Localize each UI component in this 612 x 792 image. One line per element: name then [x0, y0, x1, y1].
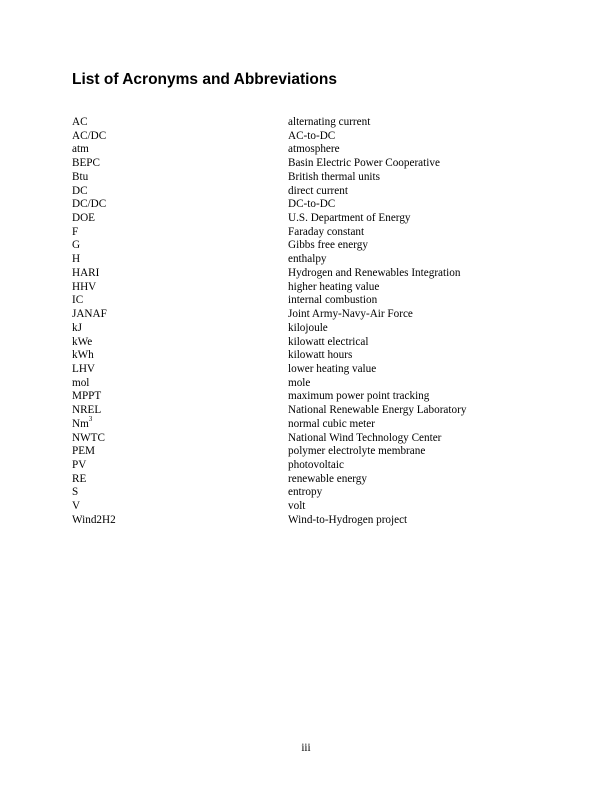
acronym-abbreviation: [72, 349, 94, 363]
acronym-abbreviation: [72, 294, 83, 308]
acronym-abbreviation: [72, 198, 106, 212]
acronym-row: [72, 267, 542, 281]
acronym-row: [72, 185, 542, 199]
acronym-text: HARI: [72, 266, 100, 279]
acronym-definition: National Wind Technology Center: [288, 431, 442, 444]
acronym-definition: kilojoule: [288, 321, 328, 334]
acronym-row: [72, 143, 542, 157]
acronym-text: Nm: [72, 417, 89, 430]
acronym-abbreviation: [72, 363, 95, 377]
acronym-text: kWe: [72, 335, 93, 348]
acronym-row: [72, 226, 542, 240]
acronym-text: AC/DC: [72, 129, 107, 142]
acronym-row: [72, 390, 542, 404]
acronym-list: [72, 116, 542, 528]
acronym-text: Btu: [72, 170, 89, 183]
acronym-definition: mole: [288, 376, 311, 389]
acronym-text: DC: [72, 184, 88, 197]
acronym-text: DOE: [72, 212, 95, 225]
acronym-row: [72, 500, 542, 514]
acronym-abbreviation: [72, 404, 101, 418]
acronym-row: [72, 198, 542, 212]
acronym-text: H: [72, 253, 81, 266]
acronym-row: [72, 281, 542, 295]
acronym-row: [72, 432, 542, 446]
acronym-definition: U.S. Department of Energy: [288, 212, 411, 225]
acronym-text: DC/DC: [72, 198, 107, 211]
acronym-row: [72, 473, 542, 487]
acronym-definition: British thermal units: [288, 170, 380, 183]
acronym-abbreviation: [72, 377, 89, 391]
acronym-abbreviation: [72, 445, 95, 459]
acronym-definition: maximum power point tracking: [288, 390, 430, 403]
acronym-abbreviation: [72, 171, 88, 185]
acronym-text: S: [72, 486, 79, 499]
acronym-definition: atmosphere: [288, 143, 340, 156]
acronym-abbreviation: [72, 322, 82, 336]
acronym-definition: National Renewable Energy Laboratory: [288, 404, 467, 417]
acronym-row: [72, 459, 542, 473]
acronym-definition: entropy: [288, 486, 323, 499]
acronym-text: atm: [72, 143, 89, 156]
acronym-text: PEM: [72, 445, 96, 458]
acronym-definition: direct current: [288, 184, 348, 197]
acronym-text: mol: [72, 376, 90, 389]
acronym-text: BEPC: [72, 157, 100, 170]
acronym-row: [72, 486, 542, 500]
acronym-abbreviation: [72, 281, 96, 295]
acronym-abbreviation: [72, 514, 116, 528]
acronym-definition: higher heating value: [288, 280, 380, 293]
page-title: List of Acronyms and Abbreviations: [72, 71, 337, 88]
acronym-row: [72, 308, 542, 322]
acronym-row: [72, 239, 542, 253]
acronym-row: [72, 253, 542, 267]
acronym-abbreviation: [72, 308, 107, 322]
acronym-row: [72, 404, 542, 418]
acronym-definition: kilowatt electrical: [288, 335, 369, 348]
acronym-text: PV: [72, 458, 87, 471]
acronym-text: MPPT: [72, 390, 102, 403]
acronym-abbreviation: [72, 226, 78, 240]
acronym-text: RE: [72, 472, 87, 485]
acronym-definition: Gibbs free energy: [288, 239, 368, 252]
acronym-row: [72, 171, 542, 185]
acronym-text: HHV: [72, 280, 97, 293]
acronym-definition: Wind-to-Hydrogen project: [288, 513, 408, 526]
page-number: iii: [301, 742, 311, 754]
acronym-row: [72, 116, 542, 130]
acronym-definition: kilowatt hours: [288, 349, 353, 362]
acronym-row: [72, 415, 542, 432]
acronym-abbreviation: [72, 473, 86, 487]
acronym-abbreviation: [72, 253, 80, 267]
acronym-abbreviation: [72, 185, 88, 199]
acronym-row: [72, 322, 542, 336]
acronym-definition: renewable energy: [288, 472, 367, 485]
acronym-row: [72, 349, 542, 363]
acronym-abbreviation: [72, 143, 89, 157]
acronym-abbreviation: [72, 116, 88, 130]
acronym-abbreviation: [72, 267, 99, 281]
acronym-text: Wind2H2: [72, 513, 116, 526]
acronym-row: [72, 157, 542, 171]
acronym-abbreviation: [72, 486, 78, 500]
acronym-definition: AC-to-DC: [288, 129, 336, 142]
acronym-definition: DC-to-DC: [288, 198, 336, 211]
acronym-definition: polymer electrolyte membrane: [288, 445, 426, 458]
acronym-text: AC: [72, 116, 88, 128]
acronym-row: [72, 294, 542, 308]
acronym-definition: lower heating value: [288, 362, 377, 375]
acronym-row: [72, 336, 542, 350]
acronym-abbreviation: [72, 130, 106, 144]
acronym-row: [72, 212, 542, 226]
acronym-definition: alternating current: [288, 116, 371, 128]
acronym-definition: Hydrogen and Renewables Integration: [288, 266, 461, 279]
acronym-row: [72, 445, 542, 459]
acronym-text: kWh: [72, 349, 94, 362]
acronym-definition: Joint Army-Navy-Air Force: [288, 308, 413, 321]
acronym-text: G: [72, 239, 81, 252]
acronym-abbreviation: [72, 157, 100, 171]
acronym-row: [72, 377, 542, 391]
acronym-text: NREL: [72, 404, 102, 417]
acronym-abbreviation: [72, 336, 92, 350]
acronym-text: V: [72, 500, 81, 513]
acronym-abbreviation: [72, 415, 93, 432]
acronym-text: kJ: [72, 321, 82, 334]
acronym-abbreviation: [72, 390, 101, 404]
acronym-definition: photovoltaic: [288, 458, 344, 471]
acronym-definition: volt: [288, 500, 306, 513]
acronym-text: NWTC: [72, 431, 105, 444]
acronym-abbreviation: [72, 239, 80, 253]
acronym-text: JANAF: [72, 308, 107, 321]
acronym-definition: enthalpy: [288, 253, 327, 266]
acronym-row: [72, 363, 542, 377]
acronym-row: [72, 514, 542, 528]
acronym-text: IC: [72, 294, 84, 307]
acronym-text: LHV: [72, 362, 95, 375]
acronym-abbreviation: [72, 432, 105, 446]
acronym-row: [72, 130, 542, 144]
acronym-abbreviation: [72, 212, 95, 226]
acronym-definition: internal combustion: [288, 294, 378, 307]
acronym-abbreviation: [72, 459, 86, 473]
acronym-definition: normal cubic meter: [288, 417, 375, 430]
acronym-definition: Basin Electric Power Cooperative: [288, 157, 440, 170]
acronym-text: F: [72, 225, 79, 238]
acronym-abbreviation: [72, 500, 80, 514]
acronym-superscript: 3: [88, 415, 93, 424]
acronym-definition: Faraday constant: [288, 225, 365, 238]
